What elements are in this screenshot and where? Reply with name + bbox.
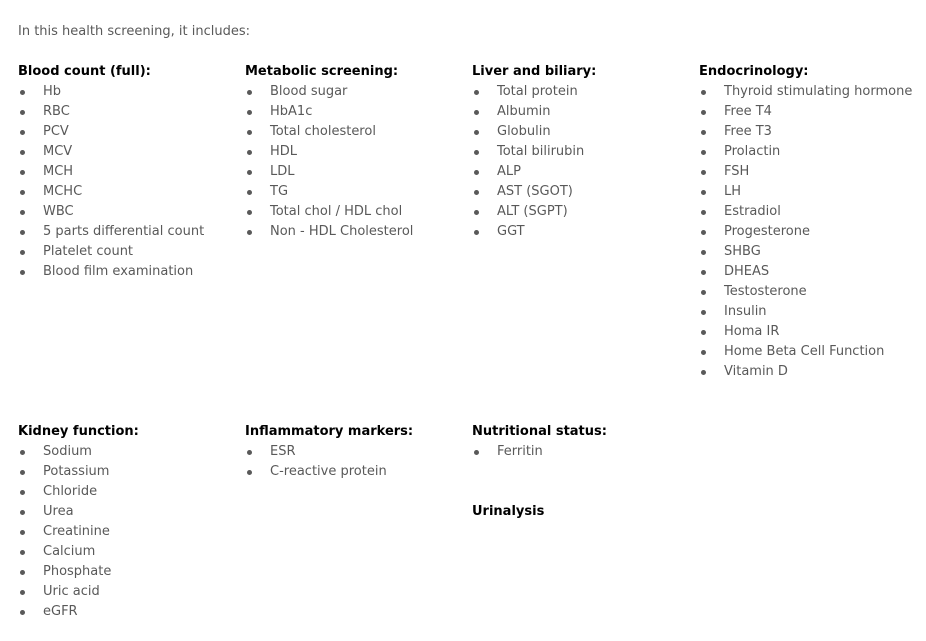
list-item-label: Albumin (497, 104, 551, 119)
bullet-icon (20, 470, 25, 475)
list-item (699, 202, 919, 222)
section-heading: Metabolic screening: (245, 64, 399, 79)
list-item (18, 142, 238, 162)
list-item-label: SHBG (724, 244, 761, 259)
bullet-icon (247, 130, 252, 135)
bullet-icon (474, 210, 479, 215)
bullet-icon (247, 90, 252, 95)
section-heading: Liver and biliary: (472, 64, 597, 79)
list-item (245, 442, 465, 462)
bullet-icon (474, 150, 479, 155)
list-item (18, 442, 238, 462)
bullet-icon (701, 330, 706, 335)
list-item-label: Progesterone (724, 224, 810, 239)
list-item-label: Home Beta Cell Function (724, 344, 885, 359)
list-item (18, 462, 238, 482)
list-item (245, 82, 465, 102)
bullet-icon (20, 530, 25, 535)
list-item-label: MCH (43, 164, 74, 179)
list-item-label: Phosphate (43, 564, 112, 579)
list-item (245, 122, 465, 142)
section-heading: Blood count (full): (18, 64, 151, 79)
list-item-label: HDL (270, 144, 298, 159)
list-item-label: Blood film examination (43, 264, 194, 279)
bullet-icon (20, 190, 25, 195)
bullet-icon (247, 190, 252, 195)
section-endocrinology (699, 62, 919, 382)
bullet-icon (20, 510, 25, 515)
bullet-icon (20, 130, 25, 135)
list-item-label: Sodium (43, 444, 92, 459)
list-item (245, 222, 465, 242)
section-inflammatory-markers (245, 422, 465, 482)
list-item-label: Free T3 (724, 124, 772, 139)
list-item-label: Urea (43, 504, 74, 519)
list-item-label: AST (SGOT) (497, 184, 573, 199)
list-item-label: Platelet count (43, 244, 134, 259)
list-item-label: Total cholesterol (270, 124, 376, 139)
bullet-icon (701, 290, 706, 295)
list-item-label: ESR (270, 444, 296, 459)
list-item-label: PCV (43, 124, 69, 139)
list-item-label: Total chol / HDL chol (270, 204, 403, 219)
list-item (18, 122, 238, 142)
bullet-icon (20, 110, 25, 115)
list-item-label: Prolactin (724, 144, 781, 159)
bullet-icon (20, 250, 25, 255)
list-item-label: Globulin (497, 124, 551, 139)
section-nutritional-status (472, 422, 692, 462)
list-item (18, 182, 238, 202)
list-item-label: Free T4 (724, 104, 772, 119)
section-kidney-function (18, 422, 238, 622)
list-item-label: Blood sugar (270, 84, 348, 99)
bullet-icon (20, 450, 25, 455)
nutritional-status-list (472, 442, 692, 462)
endocrinology-list (699, 82, 919, 382)
bullet-icon (474, 170, 479, 175)
bullet-icon (701, 310, 706, 315)
bullet-icon (701, 110, 706, 115)
list-item-label: HbA1c (270, 104, 313, 119)
section-heading: Urinalysis (472, 504, 545, 519)
list-item (472, 442, 692, 462)
list-item (18, 222, 238, 242)
list-item (699, 342, 919, 362)
list-item (18, 482, 238, 502)
list-item (18, 602, 238, 622)
list-item (472, 122, 692, 142)
list-item (472, 82, 692, 102)
liver-biliary-list (472, 82, 692, 242)
list-item-label: Creatinine (43, 524, 110, 539)
list-item (18, 582, 238, 602)
list-item-label: Chloride (43, 484, 98, 499)
list-item (699, 322, 919, 342)
inflammatory-markers-list (245, 442, 465, 482)
bullet-icon (20, 610, 25, 615)
list-item (18, 502, 238, 522)
bullet-icon (474, 130, 479, 135)
list-item (18, 242, 238, 262)
list-item-label: Insulin (724, 304, 767, 319)
bullet-icon (701, 90, 706, 95)
list-item (245, 162, 465, 182)
list-item-label: Ferritin (497, 444, 543, 459)
list-item (699, 162, 919, 182)
section-heading: Nutritional status: (472, 424, 607, 439)
list-item-label: Vitamin D (724, 364, 788, 379)
list-item-label: 5 parts differential count (43, 224, 205, 239)
list-item-label: GGT (497, 224, 525, 239)
list-item (699, 222, 919, 242)
list-item (18, 102, 238, 122)
list-item (699, 302, 919, 322)
section-heading: Inflammatory markers: (245, 424, 414, 439)
list-item-label: Uric acid (43, 584, 100, 599)
bullet-icon (20, 150, 25, 155)
bullet-icon (474, 450, 479, 455)
bullet-icon (701, 130, 706, 135)
list-item-label: RBC (43, 104, 70, 119)
section-blood-count (18, 62, 238, 282)
bullet-icon (701, 270, 706, 275)
list-item-label: Testosterone (724, 284, 807, 299)
list-item-label: Potassium (43, 464, 110, 479)
list-item-label: eGFR (43, 604, 78, 619)
list-item-label: C-reactive protein (270, 464, 387, 479)
list-item-label: Non - HDL Cholesterol (270, 224, 414, 239)
bullet-icon (20, 490, 25, 495)
list-item-label: Calcium (43, 544, 96, 559)
list-item-label: FSH (724, 164, 750, 179)
bullet-icon (247, 170, 252, 175)
bullet-icon (247, 470, 252, 475)
section-heading: Endocrinology: (699, 64, 809, 79)
list-item-label: MCV (43, 144, 73, 159)
list-item (472, 162, 692, 182)
list-item-label: Total bilirubin (497, 144, 585, 159)
list-item-label: Homa IR (724, 324, 780, 339)
list-item-label: MCHC (43, 184, 83, 199)
bullet-icon (701, 210, 706, 215)
bullet-icon (474, 190, 479, 195)
list-item-label: Total protein (497, 84, 578, 99)
bullet-icon (474, 110, 479, 115)
list-item-label: TG (270, 184, 289, 199)
bullet-icon (474, 90, 479, 95)
bullet-icon (20, 170, 25, 175)
list-item (18, 522, 238, 542)
list-item (472, 222, 692, 242)
bullet-icon (20, 210, 25, 215)
blood-count-list (18, 82, 238, 282)
bullet-icon (701, 170, 706, 175)
list-item-label: DHEAS (724, 264, 770, 279)
section-heading: Kidney function: (18, 424, 139, 439)
list-item-label: WBC (43, 204, 74, 219)
list-item (18, 202, 238, 222)
list-item (699, 122, 919, 142)
bullet-icon (20, 90, 25, 95)
bullet-icon (701, 150, 706, 155)
metabolic-screening-list (245, 82, 465, 242)
bullet-icon (701, 230, 706, 235)
list-item (699, 242, 919, 262)
list-item (472, 102, 692, 122)
list-item-label: LH (724, 184, 742, 199)
list-item (699, 362, 919, 382)
bullet-icon (701, 250, 706, 255)
list-item-label: Estradiol (724, 204, 781, 219)
section-urinalysis (472, 502, 692, 522)
bullet-icon (247, 210, 252, 215)
intro-text: In this health screening, it includes: (18, 24, 251, 39)
list-item-label: Thyroid stimulating hormone (724, 84, 913, 99)
list-item-label: LDL (270, 164, 295, 179)
list-item (18, 542, 238, 562)
bullet-icon (474, 230, 479, 235)
list-item-label: ALP (497, 164, 521, 179)
bullet-icon (701, 350, 706, 355)
bullet-icon (247, 110, 252, 115)
bullet-icon (701, 190, 706, 195)
list-item-label: ALT (SGPT) (497, 204, 568, 219)
list-item (245, 202, 465, 222)
bullet-icon (20, 570, 25, 575)
bullet-icon (20, 230, 25, 235)
bullet-icon (20, 550, 25, 555)
list-item (245, 182, 465, 202)
list-item (699, 82, 919, 102)
bullet-icon (20, 590, 25, 595)
list-item (18, 562, 238, 582)
list-item (699, 262, 919, 282)
list-item-label: Hb (43, 84, 62, 99)
list-item (18, 162, 238, 182)
bullet-icon (20, 270, 25, 275)
kidney-function-list (18, 442, 238, 622)
bullet-icon (247, 150, 252, 155)
bullet-icon (247, 450, 252, 455)
list-item (699, 102, 919, 122)
list-item (245, 142, 465, 162)
section-liver-biliary (472, 62, 692, 242)
list-item (472, 142, 692, 162)
list-item (245, 462, 465, 482)
list-item (18, 262, 238, 282)
list-item (472, 202, 692, 222)
section-metabolic-screening (245, 62, 465, 242)
list-item (18, 82, 238, 102)
bullet-icon (247, 230, 252, 235)
list-item (699, 182, 919, 202)
list-item (699, 282, 919, 302)
list-item (472, 182, 692, 202)
list-item (699, 142, 919, 162)
list-item (245, 102, 465, 122)
bullet-icon (701, 370, 706, 375)
